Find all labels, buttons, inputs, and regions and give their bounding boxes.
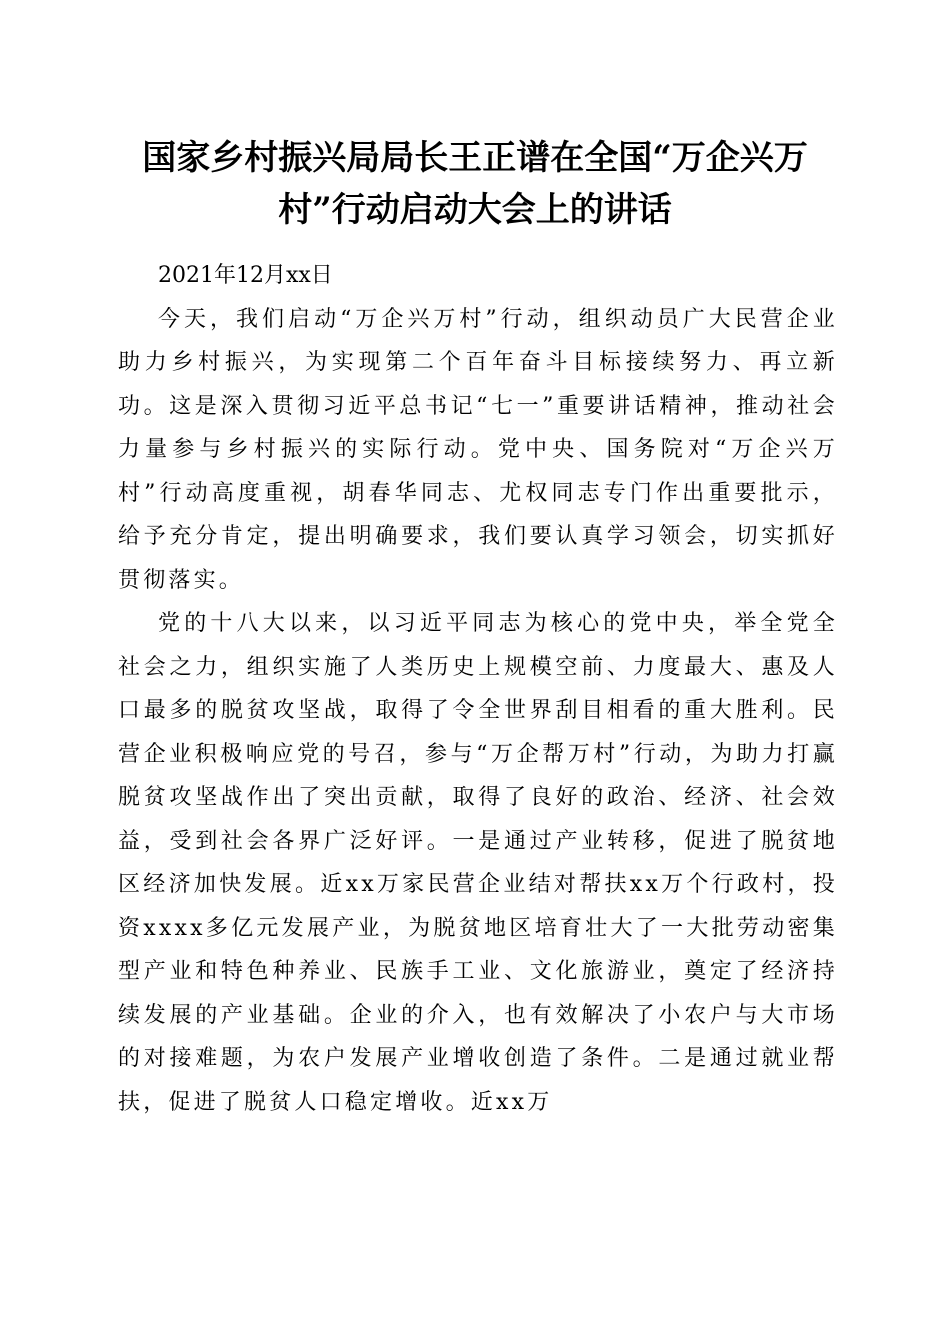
title-line-1: 国家乡村振兴局局长王正谱在全国“万企兴万 <box>142 138 808 178</box>
paragraph: 今天，我们启动“万企兴万村”行动，组织动员广大民营企业助力乡村振兴，为实现第二个百年奋斗目标接续努力、再立新功。这是深入贯彻习近平总书记“七一”重要讲话精神，推动社会力量参与乡村振兴的实际行动。党中央、国务院对“万企兴万村”行动高度重视，胡春华同志、尤权同志专门作出重要批示，给予充分肯定，提出明确要求，我们要认真学习领会，切实抓好贯彻落实。 <box>118 306 838 593</box>
document-date: 2021年12月xx日 <box>158 263 333 288</box>
document-body <box>118 254 838 1124</box>
title-line-2: 村”行动启动大会上的讲话 <box>278 190 672 230</box>
document-title <box>112 132 838 236</box>
paragraph: 党的十八大以来，以习近平同志为核心的党中央，举全党全社会之力，组织实施了人类历史上规模空前、力度最大、惠及人口最多的脱贫攻坚战，取得了令全世界刮目相看的重大胜利。民营企业积极响应党的号召，参与“万企帮万村”行动，为助力打赢脱贫攻坚战作出了突出贡献，取得了良好的政治、经济、社会效益，受到社会各界广泛好评。一是通过产业转移，促进了脱贫地区经济加快发展。近xx万家民营企业结对帮扶xx万个行政村，投资xxxx多亿元发展产业，为脱贫地区培育壮大了一大批劳动密集型产业和特色种养业、民族手工业、文化旅游业，奠定了经济持续发展的产业基础。企业的介入，也有效解决了小农户与大市场的对接难题，为农户发展产业增收创造了条件。二是通过就业帮扶，促进了脱贫人口稳定增收。近xx万 <box>118 611 838 1115</box>
